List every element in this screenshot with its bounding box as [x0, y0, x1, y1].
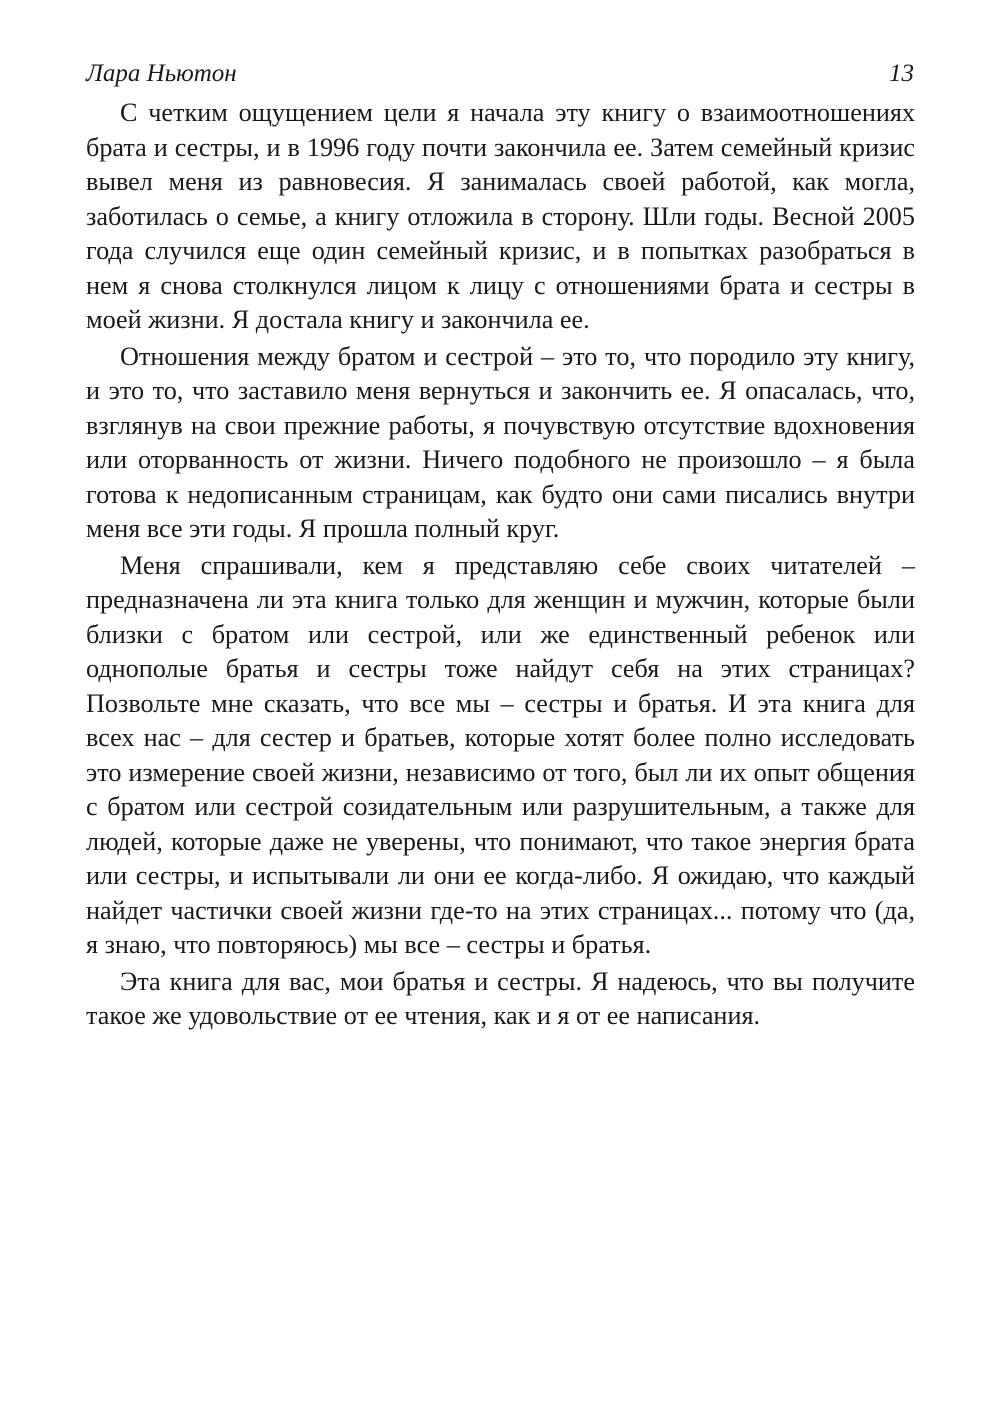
body-text	[86, 96, 915, 1036]
paragraph: Отношения между братом и сестрой – это то, что породило эту книгу, и это то, что заставило меня вернуться и закончить ее. Я опасалась, что, взглянув на свои прежние работы, я почувствую отсутствие вдохновения или оторванность от жизни. Ничего подобного не произошло – я была готова к недописанным страницам, как будто они сами писались внутри меня все эти годы. Я прошла полный круг.	[86, 341, 915, 543]
paragraph: Меня спрашивали, кем я представляю себе своих читателей – предназначена ли эта книга только для женщин и мужчин, которые были близки с братом или сестрой, или же единственный ребенок или однополые братья и сестры тоже найдут себя на этих страницах? Позвольте мне сказать, что все мы – сестры и братья. И эта книга для всех нас – для сестер и братьев, которые хотят более полно исследовать это измерение своей жизни, независимо от того, был ли их опыт общения с братом или сестрой созидательным или разрушительным, а также для людей, которые даже не уверены, что понимают, что такое энергия брата или сестры, и испытывали ли они ее когда-либо. Я ожидаю, что каждый найдет частички своей жизни где-то на этих страницах... потому что (да, я знаю, что повторяюсь) мы все – сестры и братья.	[86, 550, 915, 959]
author-name: Лара Ньютон	[86, 60, 237, 87]
paragraph: С четким ощущением цели я начала эту книгу о взаимоотношениях брата и сестры, и в 1996 году почти закончила ее. Затем семейный кризис вывел меня из равновесия. Я занималась своей работой, как могла, заботилась о семье, а книгу отложила в сторону. Шли годы. Весной 2005 года случился еще один семейный кризис, и в попытках разобраться в нем я снова столкнулся лицом к лицу с отношениями брата и сестры в моей жизни. Я достала книгу и закончила ее.	[86, 98, 915, 334]
paragraph: Эта книга для вас, мои братья и сестры. Я надеюсь, что вы получите такое же удовольствие от ее чтения, как и я от ее написания.	[86, 966, 915, 1030]
running-header	[86, 60, 914, 96]
page-number: 13	[889, 60, 914, 87]
